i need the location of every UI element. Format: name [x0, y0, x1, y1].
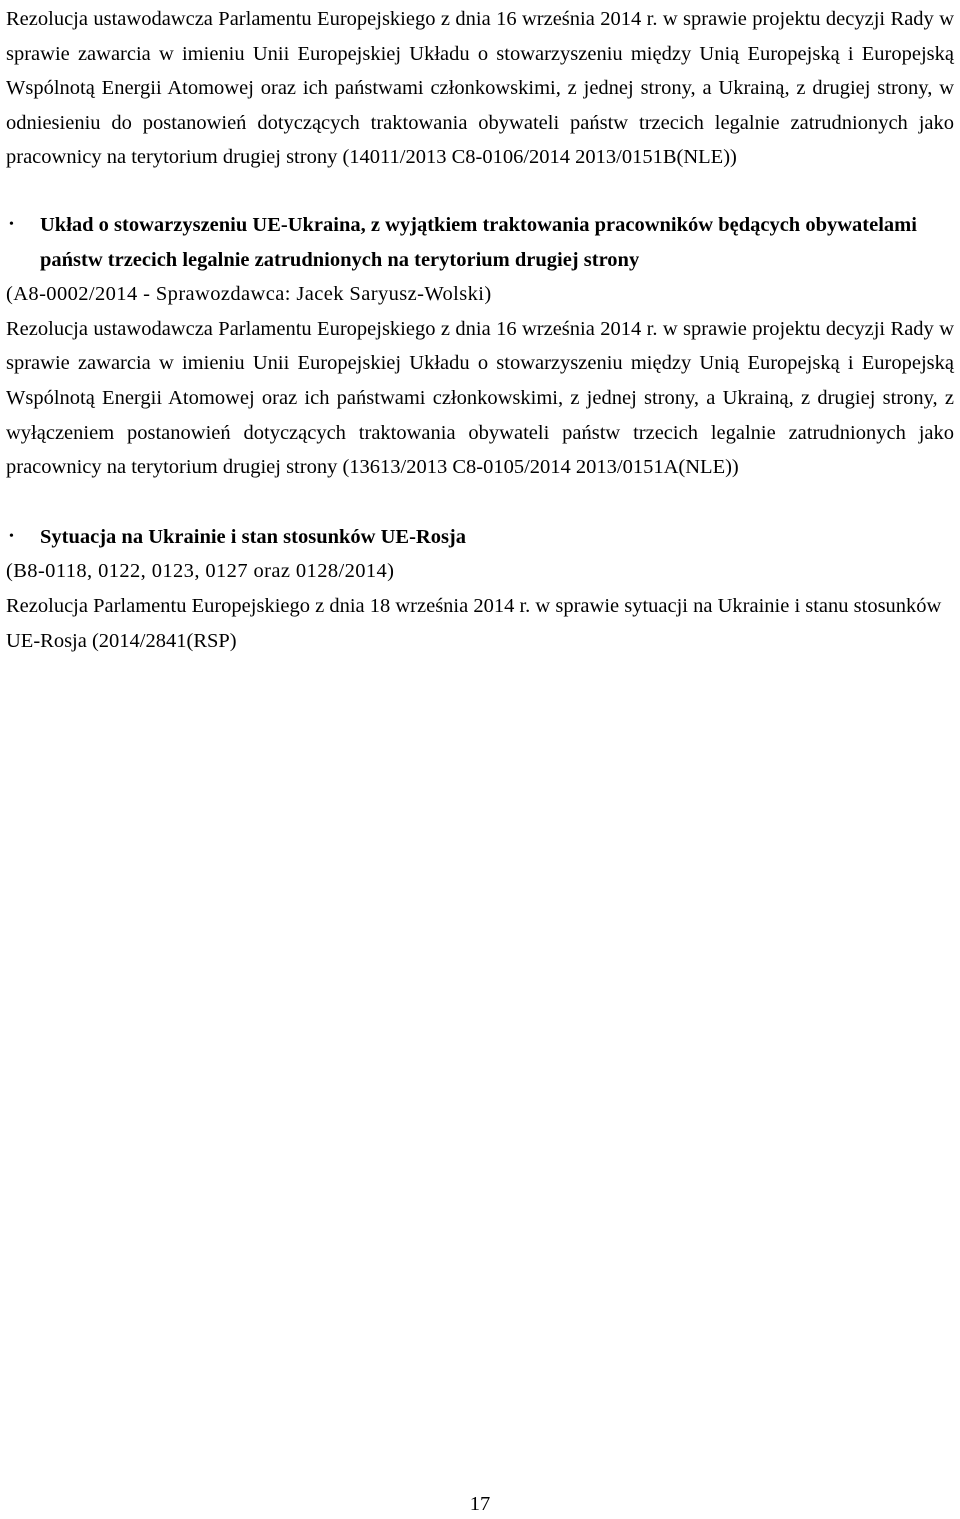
- agenda-item-description: Rezolucja ustawodawcza Parlamentu Europejskiego z dnia 16 września 2014 r. w sprawie projektu decyzji Rady w sprawie zawarcia w imieniu Unii Europejskiej Układu o stowarzyszeniu między Unią Europejską i Europejską Wspólnotą Energii Atomowej oraz ich państwami członkowskimi, z jednej strony, a Ukrainą, z drugiej strony, z wyłączeniem postanowień dotyczących traktowania obywateli państw trzecich legalnie zatrudnionych jako pracownicy na terytorium drugiej strony (13613/2013 C8-0105/2014 2013/0151A(NLE)): [6, 317, 954, 479]
- bullet-icon: •: [9, 216, 14, 232]
- agenda-item-heading-text: Sytuacja na Ukrainie i stan stosunków UE-Rosja: [40, 525, 467, 548]
- agenda-item-reference: (B8-0118, 0122, 0123, 0127 oraz 0128/2014): [6, 560, 395, 583]
- page-number: 17: [469, 1493, 491, 1515]
- agenda-item-heading-text: Układ o stowarzyszeniu UE-Ukraina, z wyjątkiem traktowania pracowników będących obywatelami państw trzecich legalnie zatrudnionych na terytorium drugiej strony: [40, 213, 917, 271]
- agenda-item-heading: [6, 208, 954, 277]
- agenda-item-association-agreement: [6, 208, 954, 485]
- bullet-icon: •: [9, 528, 14, 544]
- agenda-item-description: Rezolucja Parlamentu Europejskiego z dnia 18 września 2014 r. w sprawie sytuacji na Ukrainie i stanu stosunków UE-Rosja (2014/2841(RSP): [6, 594, 942, 652]
- document-page: [6, 0, 954, 658]
- agenda-item-reference: (A8-0002/2014 - Sprawozdawca: Jacek Saryusz-Wolski): [6, 283, 492, 306]
- agenda-item-ukraine-situation: [6, 520, 954, 658]
- intro-paragraph: Rezolucja ustawodawcza Parlamentu Europejskiego z dnia 16 września 2014 r. w sprawie projektu decyzji Rady w sprawie zawarcia w imieniu Unii Europejskiej Układu o stowarzyszeniu między Unią Europejską i Europejską Wspólnotą Energii Atomowej oraz ich państwami członkowskimi, z jednej strony, a Ukrainą, z drugiej strony, w odniesieniu do postanowień dotyczących traktowania obywateli państw trzecich legalnie zatrudnionych jako pracownicy na terytorium drugiej strony (14011/2013 C8-0106/2014 2013/0151B(NLE)): [6, 8, 954, 169]
- agenda-item-heading: [6, 520, 954, 555]
